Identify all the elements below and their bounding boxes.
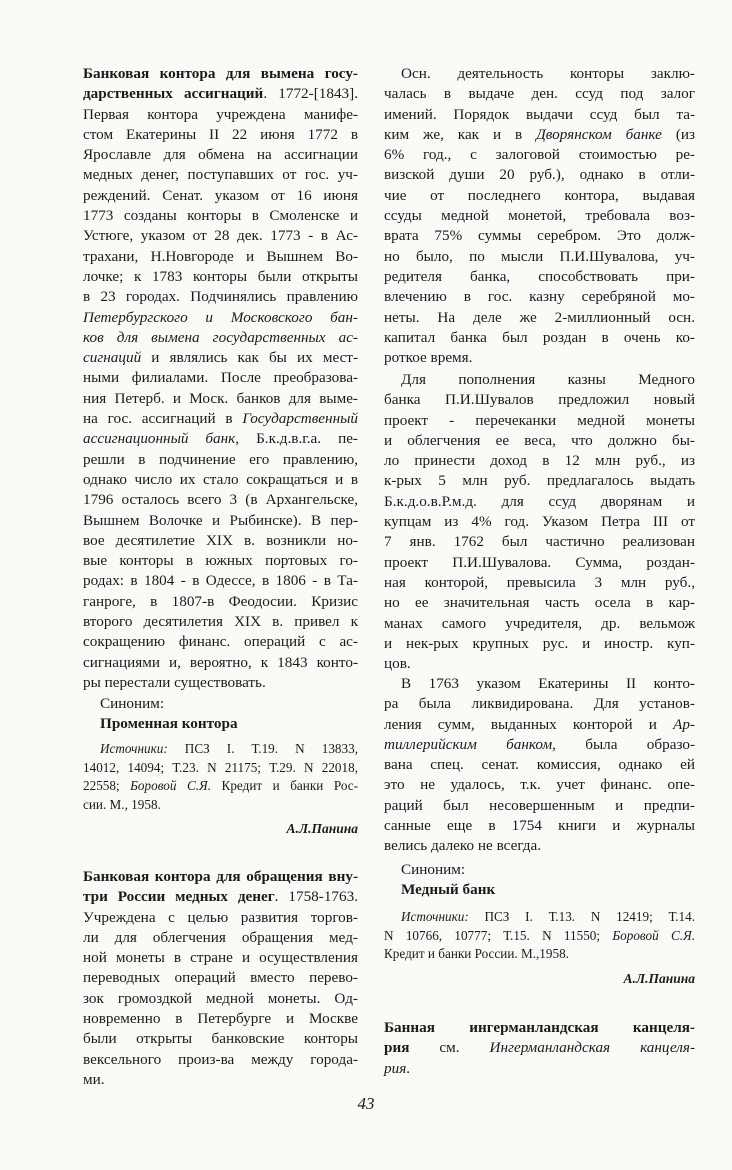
text-line — [384, 1038, 695, 1058]
text-segment: роткое время. — [384, 349, 473, 367]
text-line — [83, 389, 358, 409]
text-line — [83, 968, 358, 988]
text-segment: визской души 20 руб.), однако в отли- — [384, 166, 695, 184]
text-line — [83, 777, 358, 796]
bold-text: три России медных денег — [83, 888, 275, 906]
text-segment: стом Екатерины II 22 июня 1772 в — [83, 125, 358, 143]
article-bath-chancellery — [384, 1018, 695, 1079]
text-line — [384, 614, 695, 634]
text-line — [384, 945, 695, 964]
text-segment: 1796 осталось всего 3 (в Архангельске, — [83, 491, 358, 509]
author-signature: А.Л.Панина — [623, 971, 695, 986]
bold-text: Медный банк — [401, 881, 496, 899]
text-line — [83, 105, 358, 125]
text-segment: редителя банка, способствовать при- — [384, 267, 695, 285]
text-line — [384, 328, 695, 348]
text-segment: ными филиалами. После преобразова- — [83, 369, 358, 387]
text-line — [384, 390, 695, 410]
italic-text: Петербургского и Московского бан- — [83, 308, 358, 326]
text-segment: вана спец. сенат. комиссия, однако ей — [384, 756, 695, 774]
text-line — [384, 836, 695, 856]
text-segment: чие от последнего контора, выдавая — [384, 186, 695, 204]
italic-text: Ингерманландская канцеля- — [489, 1039, 695, 1057]
text-segment: ПСЗ I. Т.19. N 13833, — [167, 741, 358, 756]
text-line — [83, 632, 358, 652]
text-segment: сокращению финанс. операций с ас- — [83, 633, 358, 651]
text-segment: это не удалось, т.к. учет финанс. опе- — [384, 776, 695, 794]
text-segment: в 23 городах. Подчинялись правлению — [83, 288, 358, 306]
text-line — [83, 989, 358, 1009]
text-segment: N 10766, 10777; Т.15. N 11550; — [384, 927, 613, 943]
text-line — [384, 573, 695, 593]
text-line — [83, 740, 358, 759]
text-line — [83, 490, 358, 510]
italic-text: Дворянском банке — [536, 125, 662, 143]
synonym-block — [384, 860, 695, 901]
text-segment: к-рых 5 млн руб. предлагалось выдать — [384, 472, 695, 490]
text-segment: и облегчения ее веса, что должно бы- — [384, 431, 695, 449]
text-segment: Вышнем Волочке и Рыбинске). В пер- — [83, 511, 358, 529]
text-segment: переводных операций вместо перево- — [83, 969, 358, 987]
text-segment: ганроге, в 1807-в Феодосии. Кризис — [83, 592, 358, 610]
page-number: 43 — [357, 1094, 375, 1113]
text-line — [384, 492, 695, 512]
text-line — [83, 409, 358, 429]
text-segment: цов. — [384, 655, 411, 673]
text-segment: вые конторы в южных портовых го- — [83, 552, 358, 570]
text-line — [384, 165, 695, 185]
text-line — [83, 165, 358, 185]
text-line — [83, 908, 358, 928]
text-segment: влечению в гос. казну серебряной мо- — [384, 288, 695, 306]
text-segment: ная конторой, превысила 3 млн руб., — [384, 573, 695, 591]
italic-text: ассигнационный банк — [83, 430, 236, 448]
text-line — [384, 775, 695, 795]
text-line — [83, 308, 358, 328]
text-line — [83, 1029, 358, 1049]
text-line — [83, 948, 358, 968]
italic-text: ков для вымена государственных ас- — [83, 328, 358, 346]
text-segment: проект П.И.Шувалова. Сумма, роздан- — [384, 553, 695, 571]
text-line — [83, 887, 358, 907]
text-line — [384, 654, 695, 674]
text-segment: Учреждена с целью развития торгов- — [83, 908, 358, 926]
text-segment: велись далеко не всегда. — [384, 837, 542, 855]
text-segment: трахани, Н.Новгороде и Вышнем Во- — [83, 247, 358, 265]
text-segment: решли в подчинение его правлению, — [83, 450, 358, 468]
italic-text: Источники: — [401, 909, 469, 924]
paragraph — [384, 674, 695, 857]
italic-text: рия — [384, 1059, 407, 1077]
text-line — [83, 592, 358, 612]
text-segment: Б.к.д.о.в.Р.м.д. для ссуд дворянам и — [384, 492, 695, 510]
text-line — [384, 287, 695, 307]
text-segment: были открыты банковские конторы — [83, 1030, 358, 1048]
italic-text: Источники: — [100, 741, 168, 756]
sources-block — [384, 908, 695, 964]
text-line — [384, 796, 695, 816]
text-segment: , Б.к.д.в.г.а. пе- — [235, 430, 358, 448]
text-line — [384, 125, 695, 145]
text-segment: имений. Порядок выдачи ссуд был та- — [384, 105, 695, 123]
text-segment: сигнациями и, вероятно, к 1843 конто- — [83, 653, 358, 671]
text-segment: реждений. Сенат. указом от 16 июня — [83, 186, 358, 204]
text-line — [83, 653, 358, 673]
text-line — [384, 927, 695, 946]
text-line — [384, 1059, 695, 1079]
text-segment: (из — [661, 125, 695, 143]
text-line — [384, 512, 695, 532]
text-line — [384, 755, 695, 775]
text-segment: В 1763 указом Екатерины II конто- — [401, 675, 695, 692]
text-segment: 1772-[1843]. — [267, 85, 358, 103]
text-line — [83, 64, 358, 84]
text-line — [384, 880, 695, 900]
text-line — [83, 429, 358, 449]
text-line — [384, 105, 695, 125]
paragraph — [384, 370, 695, 674]
text-segment: санные еще в 1754 книги и журналы — [384, 817, 695, 835]
text-segment: вое десятилетие XIX в. возникли но- — [83, 531, 358, 549]
text-segment: см. — [409, 1039, 490, 1057]
text-segment: 6% год., с залоговой стоимостью ре- — [384, 146, 695, 164]
bold-text: Банковая контора для обращения вну- — [83, 868, 358, 885]
text-segment: раций был несовершенным и предпи- — [384, 796, 695, 814]
text-line — [384, 1018, 695, 1038]
text-segment: . — [263, 85, 268, 103]
text-segment: новременно в Петербурге и Москве — [83, 1010, 358, 1028]
italic-text: Ар- — [673, 715, 695, 733]
text-segment: ссуды медной монетой, требовала воз- — [384, 207, 695, 225]
text-line — [384, 532, 695, 552]
text-segment: ми. — [83, 1070, 105, 1088]
article-bank-office-copper-money — [83, 867, 358, 1090]
paragraph — [384, 64, 695, 368]
text-line — [384, 715, 695, 735]
text-line — [384, 411, 695, 431]
text-line — [83, 186, 358, 206]
text-line — [83, 796, 358, 815]
bold-text: Банная ингерманландская канцеля- — [384, 1019, 695, 1036]
text-segment: ния Петерб. и Моск. банков для выме- — [83, 389, 358, 407]
text-line — [384, 186, 695, 206]
text-segment: Кредит и банки России. М.,1958. — [384, 946, 569, 962]
text-line — [384, 735, 695, 755]
text-segment: ло принести доход в 12 млн руб., из — [384, 452, 695, 470]
bold-text: Променная контора — [100, 715, 238, 733]
synonym-block — [83, 694, 358, 735]
text-segment: на гос. ассигнаций в — [83, 410, 243, 428]
text-segment: врата 75% суммы серебром. Это долж- — [384, 227, 695, 245]
text-segment: 1773 созданы конторы в Смоленске и — [83, 207, 358, 225]
text-line — [83, 348, 358, 368]
text-line — [384, 471, 695, 491]
italic-text: Боровой С.Я. — [612, 927, 696, 943]
text-line — [83, 145, 358, 165]
text-line — [83, 867, 358, 887]
text-line — [83, 84, 358, 104]
text-line — [384, 84, 695, 104]
text-line — [384, 226, 695, 246]
text-segment: чалась в выдаче ден. ссуд под залог — [384, 85, 695, 103]
text-segment: Для пополнения казны Медного — [401, 371, 695, 388]
text-segment: и являлись как бы их мест- — [141, 349, 358, 367]
text-segment: вексельного произ-ва между города- — [83, 1050, 358, 1068]
text-line — [83, 1050, 358, 1070]
text-segment: 7 янв. 1762 был частично реализован — [384, 533, 695, 551]
bold-text: Банковая контора для вымена госу- — [83, 65, 358, 82]
text-segment: медных денег, поступавших от гос. уч- — [83, 166, 358, 184]
text-line — [83, 1009, 358, 1029]
text-segment: ной монеты в стране и осуществления — [83, 949, 358, 967]
text-line — [384, 593, 695, 613]
text-line — [384, 348, 695, 368]
text-line — [384, 451, 695, 471]
text-segment: ра была ликвидирована. Для установ- — [384, 695, 695, 713]
text-segment: . — [406, 1059, 411, 1077]
text-line — [83, 714, 358, 734]
text-line — [83, 928, 358, 948]
text-line — [384, 553, 695, 573]
author-signature: А.Л.Панина — [286, 821, 358, 836]
text-line — [83, 470, 358, 490]
text-segment: сии. М., 1958. — [83, 796, 161, 812]
text-line — [384, 370, 695, 390]
text-segment: Осн. деятельность конторы заклю- — [401, 65, 695, 82]
text-segment: ли для облегчения обращения мед- — [83, 928, 358, 946]
text-segment: зок громоздкой медной монеты. Од- — [83, 989, 358, 1007]
sources-block — [83, 740, 358, 814]
text-line — [83, 694, 358, 714]
text-line — [83, 206, 358, 226]
text-segment: 22558; — [83, 778, 131, 794]
article-bank-office-assignats — [83, 64, 358, 693]
text-segment: второго десятилетия XIX в. привел к — [83, 613, 358, 631]
bold-text: дарственных ассигнаций — [83, 85, 264, 103]
text-segment: банка П.И.Шувалов предложил новый — [384, 391, 695, 409]
italic-text: сигнаций — [83, 349, 142, 367]
text-segment: Ярославле для обмена на ассигнации — [83, 146, 358, 164]
text-segment: Кредит и банки Рос- — [211, 778, 358, 794]
text-line — [384, 860, 695, 880]
text-segment: но ее значительная часть осела в кар- — [384, 594, 695, 612]
text-segment: 14012, 14094; Т.23. N 21175; Т.29. N 22018, — [83, 759, 358, 775]
text-segment: . — [274, 888, 279, 906]
italic-text: Государственный — [242, 410, 358, 428]
italic-text: Боровой С.Я. — [130, 778, 212, 794]
text-line — [83, 531, 358, 551]
text-line — [384, 908, 695, 927]
text-line — [384, 634, 695, 654]
text-segment: капитал банка был роздан в очень ко- — [384, 328, 695, 346]
text-segment: ления сумм, выданных конторой и — [384, 715, 674, 733]
text-line — [384, 267, 695, 287]
text-segment: и нек-рых крупных рус. и иностр. куп- — [384, 634, 695, 652]
bold-text: рия — [384, 1039, 410, 1057]
text-line — [384, 674, 695, 694]
text-segment: Синоним: — [401, 861, 466, 878]
text-segment: Первая контора учреждена манифе- — [83, 105, 358, 123]
text-line — [83, 759, 358, 778]
text-segment: неты. На деле же 2-миллионный осн. — [384, 308, 695, 326]
text-line — [384, 694, 695, 714]
text-line — [83, 125, 358, 145]
text-line — [384, 145, 695, 165]
text-line — [83, 267, 358, 287]
text-line — [83, 368, 358, 388]
text-line — [83, 328, 358, 348]
text-segment: 1758-1763. — [278, 888, 358, 906]
text-line — [384, 206, 695, 226]
text-segment: купцам из 4% год. Указом Петра III от — [384, 513, 695, 531]
text-line — [384, 308, 695, 328]
text-segment: Синоним: — [100, 695, 165, 712]
text-line — [83, 1070, 358, 1090]
text-segment: , была образо- — [552, 735, 695, 753]
text-segment: ПСЗ I. Т.13. N 12419; Т.14. — [468, 909, 695, 924]
text-segment: лочке; к 1783 конторы были открыты — [83, 267, 358, 285]
text-line — [83, 450, 358, 470]
text-line — [83, 287, 358, 307]
text-segment: манах самого учредителя, др. вельмож — [384, 614, 695, 632]
text-line — [83, 673, 358, 693]
text-line — [384, 431, 695, 451]
text-line — [83, 612, 358, 632]
text-line — [384, 64, 695, 84]
text-line — [83, 226, 358, 246]
text-line — [384, 247, 695, 267]
text-segment: но было, по мысли П.И.Шувалова, уч- — [384, 247, 695, 265]
text-segment: ким же, как и в — [384, 125, 537, 143]
text-line — [83, 511, 358, 531]
text-line — [384, 816, 695, 836]
text-line — [83, 247, 358, 267]
text-segment: проект - перечеканки медной монеты — [384, 411, 695, 429]
text-line — [83, 571, 358, 591]
text-segment: ры перестали существовать. — [83, 673, 266, 691]
text-segment: Устюге, указом от 28 дек. 1773 - в Ас- — [83, 227, 358, 245]
text-segment: однако число их стало сокращаться и в — [83, 470, 358, 488]
text-segment: родах: в 1804 - в Одессе, в 1806 - в Та- — [83, 572, 358, 590]
text-line — [83, 551, 358, 571]
italic-text: тиллерийским банком — [384, 735, 553, 753]
